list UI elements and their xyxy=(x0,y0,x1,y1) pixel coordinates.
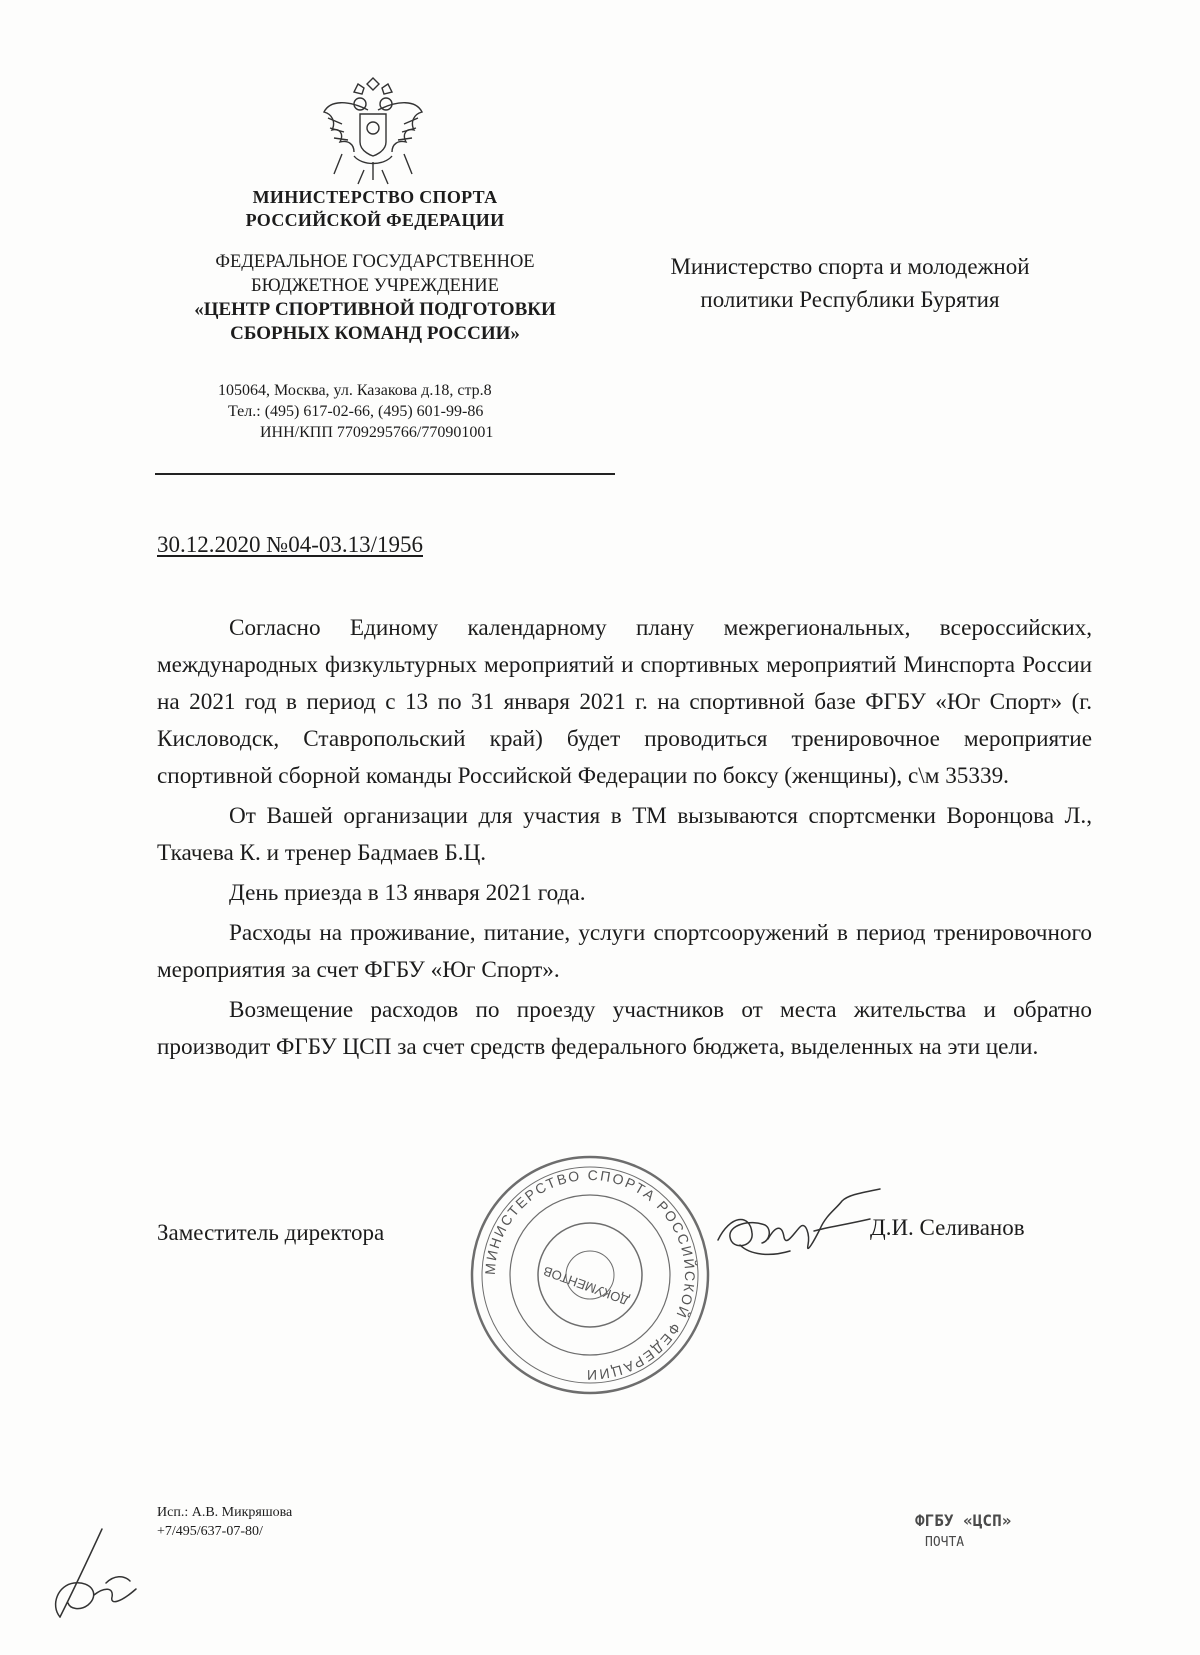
executor-phone: +7/495/637-07-80/ xyxy=(157,1524,263,1539)
executor-name: Исп.: А.В. Микряшова xyxy=(157,1505,293,1520)
mail-stamp-org: ФГБУ «ЦСП» xyxy=(915,1511,1012,1530)
handwritten-signature xyxy=(710,1185,885,1275)
signatory-name: Д.И. Селиванов xyxy=(870,1215,1025,1240)
institution-contacts xyxy=(200,380,560,443)
header-divider xyxy=(155,473,615,475)
document-reference: 30.12.2020 №04-03.13/1956 xyxy=(157,532,423,557)
institution-title-line: СБОРНЫХ КОМАНД РОССИИ» xyxy=(230,323,520,344)
seal-ring-text: МИНИСТЕРСТВО СПОРТА РОССИЙСКОЙ ФЕДЕРАЦИИ xyxy=(481,1166,699,1384)
letter-body xyxy=(157,610,1092,1069)
institution-type-line: БЮДЖЕТНОЕ УЧРЕЖДЕНИЕ xyxy=(251,276,499,296)
svg-text:МИНИСТЕРСТВО СПОРТА РОССИЙСКОЙ xyxy=(482,1167,699,1383)
institution-address: 105064, Москва, ул. Казакова д.18, стр.8 xyxy=(218,382,492,399)
institution-name xyxy=(140,250,610,346)
mail-stamp-label: ПОЧТА xyxy=(925,1535,965,1550)
institution-phone: Тел.: (495) 617-02-66, (495) 601-99-86 xyxy=(228,403,484,420)
body-paragraph: От Вашей организации для участия в ТМ вызываются спортсменки Воронцова Л., Ткачева К. и тренер Бадмаев Б.Ц. xyxy=(157,803,1092,866)
addressee-line: политики Республики Бурятия xyxy=(700,287,1000,312)
body-paragraph: Расходы на проживание, питание, услуги спортсооружений в период тренировочного мероприятия за счет ФГБУ «Юг Спорт». xyxy=(157,920,1092,983)
institution-type-line: ФЕДЕРАЛЬНОЕ ГОСУДАРСТВЕННОЕ xyxy=(215,252,535,272)
ministry-line: РОССИЙСКОЙ ФЕДЕРАЦИИ xyxy=(245,210,505,230)
coat-of-arms-icon xyxy=(318,70,428,195)
seal-center-text: ДОКУМЕНТОВ xyxy=(541,1263,631,1309)
executor-info xyxy=(157,1503,292,1541)
institution-title-line: «ЦЕНТР СПОРТИВНОЙ ПОДГОТОВКИ xyxy=(194,299,556,320)
signatory-title: Заместитель директора xyxy=(157,1220,385,1245)
ministry-name xyxy=(170,186,580,232)
ministry-line: МИНИСТЕРСТВО СПОРТА xyxy=(252,187,498,207)
body-paragraph: Согласно Единому календарному плану межрегиональных, всероссийских, международных физкультурных мероприятий и спортивных мероприятий Минспорта России на 2021 год в период с 13 по 31 января 2021 г. на спортивной базе ФГБУ «Юг Спорт» (г. Кисловодск, Ставропольский край) будет проводиться тренировочное мероприятие спортивной сборной команды Российской Федерации по боксу (женщины), с\м 35339. xyxy=(157,615,1092,789)
body-paragraph: Возмещение расходов по проезду участников от места жительства и обратно производит ФГБУ ЦСП за счет средств федерального бюджета, выделенных на эти цели. xyxy=(157,997,1092,1060)
mail-stamp xyxy=(915,1510,1011,1554)
addressee-line: Министерство спорта и молодежной xyxy=(670,254,1030,279)
institution-tax-ids: ИНН/КПП 7709295766/770901001 xyxy=(260,424,494,441)
addressee-block xyxy=(620,250,1080,316)
handwritten-initials xyxy=(40,1525,160,1625)
body-paragraph: День приезда в 13 января 2021 года. xyxy=(229,880,586,906)
official-seal-stamp xyxy=(465,1150,715,1400)
